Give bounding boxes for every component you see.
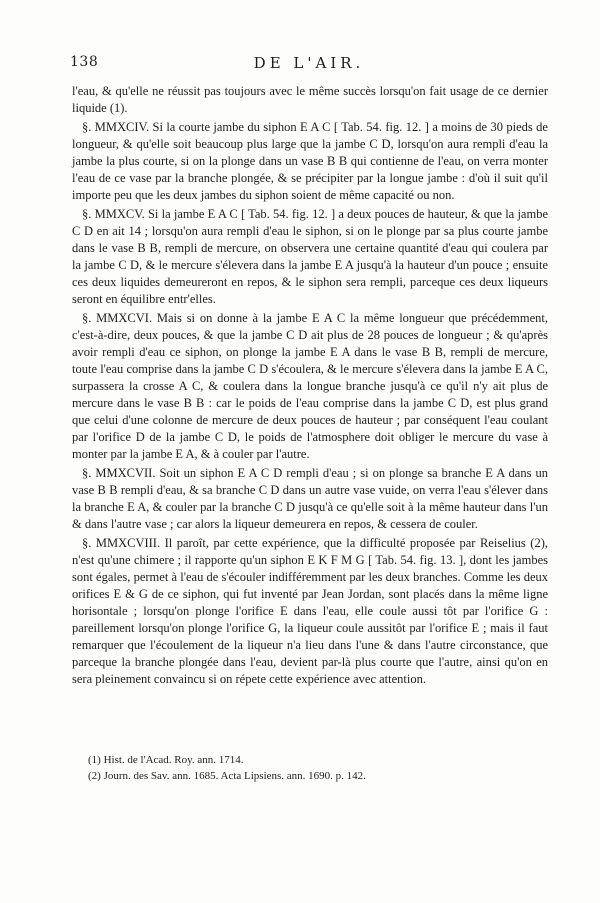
body-text [72,83,548,690]
paragraph-mmxcvii: §. MMXCVII. Soit un siphon E A C D rempli d'eau ; si on plonge sa branche E A dans un vase B B rempli d'eau, & sa branche C D dans un autre vase vuide, on verra l'eau s'élever dans la branche E A, & couler par la branche C D jusqu'à ce qu'elle soit à la même hauteur dans l'un & dans l'autre vase ; car alors la liqueur demeurera en repos, & cessera de couler. [72,466,548,531]
running-title: DE L'AIR. [253,54,365,72]
page-header [70,54,548,78]
paragraph-continuation: l'eau, & qu'elle ne réussit pas toujours avec le même succès lorsqu'on fait usage de ce dernier liquide (1). [72,84,548,115]
footnote-2: (2) Journ. des Sav. ann. 1685. Acta Lipsiens. ann. 1690. p. 142. [88,770,366,782]
footnote-1: (1) Hist. de l'Acad. Roy. ann. 1714. [88,754,244,766]
page-number: 138 [70,54,99,70]
paragraph-mmxcviii: §. MMXCVIII. Il paroît, par cette expérience, que la difficulté proposée par Reiselius (2), n'est qu'une chimere ; il rapporte qu'un siphon E K F M G [ Tab. 54. fig. 13. ], dont les jambes sont égales, permet à l'eau de s'écouler indifféremment par les deux branches. Comme les deux orifices E & G de ce siphon, qui fut inventé par Jean Jordan, sont placés dans la même ligne horisontale ; lorsqu'on plonge l'orifice E dans l'eau, elle coule aussi tôt par l'orifice G : pareillement lorsqu'on plonge l'orifice G, la liqueur coule aussitôt par l'orifice E ; mais il faut remarquer que l'écoulement de la liqueur n'a lieu dans l'une & dans l'autre circonstance, que parceque la branche plongée dans l'eau, devient par-là plus courte que l'autre, ainsi qu'on en sera pleinement convaincu si on répete cette expérience avec attention. [72,536,548,686]
paragraph-mmxciv: §. MMXCIV. Si la courte jambe du siphon E A C [ Tab. 54. fig. 12. ] a moins de 30 pieds de longueur, & qu'elle soit beaucoup plus large que la jambe C D, lorsqu'on aura rempli d'eau la jambe la plus courte, si on la plonge dans un vase B B qui contienne de l'eau, on verra monter l'eau de ce vase par la branche plongée, & se précipiter par la longue jambe : d'où il suit qu'il importe peu que les deux jambes du siphon soient de même capacité ou non. [72,120,548,202]
paragraph-mmxcv: §. MMXCV. Si la jambe E A C [ Tab. 54. fig. 12. ] a deux pouces de hauteur, & que la jambe C D en ait 14 ; lorsqu'on aura rempli d'eau le siphon, si on le plonge par sa plus courte jambe dans le vase B B, rempli de mercure, on observera une certaine quantité d'eau qui coulera par la jambe C D, & le mercure s'élevera dans la jambe E A jusqu'à la hauteur d'un pouce ; ensuite ces deux liquides demeureront en repos, & le siphon sera rempli, parceque ces deux liqueurs seront en équilibre entr'elles. [72,207,548,306]
footnotes [88,752,508,784]
paragraph-mmxcvi: §. MMXCVI. Mais si on donne à la jambe E A C la même longueur que précédemment, c'est-à-dire, deux pouces, & que la jambe C D ait plus de 28 pouces de longueur ; & qu'après avoir rempli d'eau ce siphon, on plonge la jambe E A dans le vase B B, rempli de mercure, toute l'eau comprise dans la jambe C D s'écoulera, & le mercure s'élevera dans la jambe E A C, surpassera la crosse A C, & coulera dans la longue branche jusqu'à ce qu'il n'y ait plus de mercure dans le vase B B : car le poids de l'eau comprise dans la jambe C D, est plus grand que celui d'une colonne de mercure de deux pouces de hauteur ; par conséquent l'eau coulant par l'orifice D de la jambe C D, le poids de l'atmosphere doit obliger le mercure du vase à monter par la jambe E A, & à couler par l'autre. [72,311,548,461]
